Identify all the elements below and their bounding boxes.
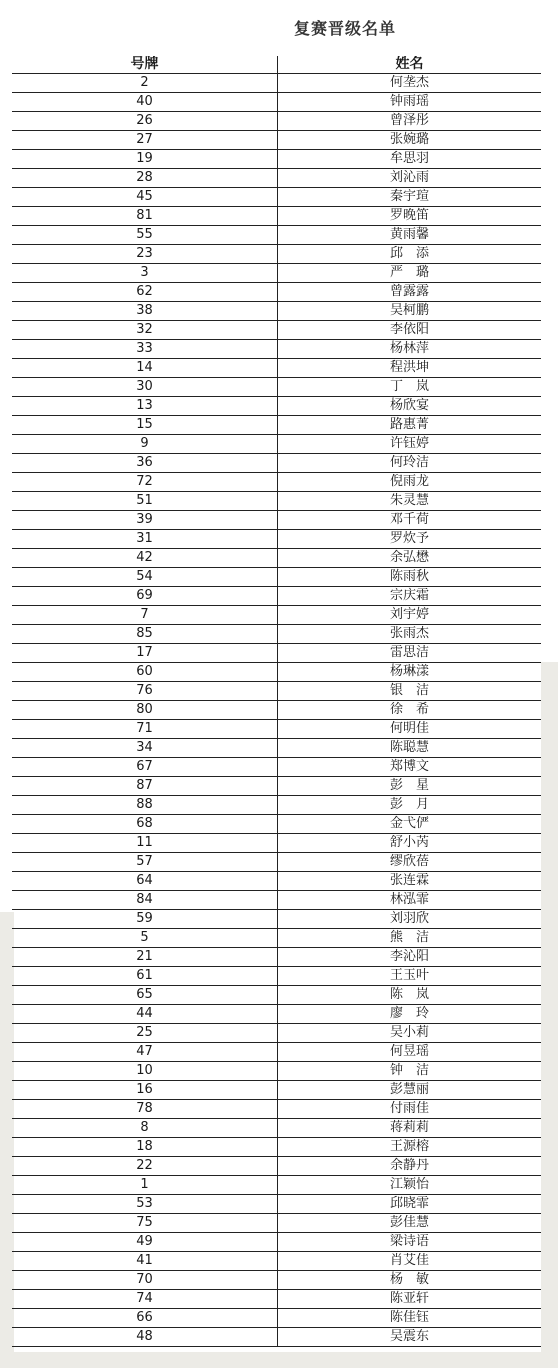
cell-name: 何明佳 [278, 720, 542, 739]
cell-name: 郑博文 [278, 758, 542, 777]
cell-name: 刘沁雨 [278, 169, 542, 188]
cell-number: 15 [12, 416, 278, 435]
table-row [12, 834, 541, 853]
cell-number: 30 [12, 378, 278, 397]
table-row [12, 1024, 541, 1043]
cell-name: 王源榕 [278, 1138, 542, 1157]
cell-number: 42 [12, 549, 278, 568]
cell-number: 33 [12, 340, 278, 359]
cell-number: 39 [12, 511, 278, 530]
cell-number: 74 [12, 1290, 278, 1309]
cell-number: 61 [12, 967, 278, 986]
table-header-row [12, 56, 541, 74]
table-row [12, 986, 541, 1005]
table-row [12, 1195, 541, 1214]
table-row [12, 1309, 541, 1328]
cell-number: 55 [12, 226, 278, 245]
cell-name: 余弘懋 [278, 549, 542, 568]
cell-number: 5 [12, 929, 278, 948]
cell-name: 陈佳钰 [278, 1309, 542, 1328]
cell-name: 何玲洁 [278, 454, 542, 473]
cell-name: 牟思羽 [278, 150, 542, 169]
cell-number: 2 [12, 74, 278, 93]
page-title: 复赛晋级名单 [293, 19, 396, 38]
table-row [12, 910, 541, 929]
cell-name: 罗炊予 [278, 530, 542, 549]
cell-name: 彭 月 [278, 796, 542, 815]
cell-number: 68 [12, 815, 278, 834]
table-row [12, 302, 541, 321]
table-row [12, 682, 541, 701]
cell-number: 40 [12, 93, 278, 112]
cell-number: 53 [12, 1195, 278, 1214]
cell-number: 87 [12, 777, 278, 796]
cell-name: 廖 玲 [278, 1005, 542, 1024]
cell-name: 彭慧丽 [278, 1081, 542, 1100]
cell-name: 吴小莉 [278, 1024, 542, 1043]
table-row [12, 739, 541, 758]
table-row [12, 891, 541, 910]
cell-name: 刘羽欣 [278, 910, 542, 929]
cell-number: 48 [12, 1328, 278, 1347]
cell-number: 31 [12, 530, 278, 549]
cell-name: 江颖怡 [278, 1176, 542, 1195]
cell-number: 47 [12, 1043, 278, 1062]
cell-number: 75 [12, 1214, 278, 1233]
cell-name: 邱 添 [278, 245, 542, 264]
table-row [12, 207, 541, 226]
cell-name: 银 洁 [278, 682, 542, 701]
table-row [12, 1214, 541, 1233]
cell-number: 3 [12, 264, 278, 283]
cell-number: 21 [12, 948, 278, 967]
cell-name: 李依阳 [278, 321, 542, 340]
cell-number: 59 [12, 910, 278, 929]
cell-number: 18 [12, 1138, 278, 1157]
cell-name: 邱晓霏 [278, 1195, 542, 1214]
cell-number: 70 [12, 1271, 278, 1290]
cell-name: 张婉璐 [278, 131, 542, 150]
cell-number: 65 [12, 986, 278, 1005]
cell-name: 林泓霏 [278, 891, 542, 910]
table-row [12, 131, 541, 150]
cell-name: 程洪坤 [278, 359, 542, 378]
cell-number: 69 [12, 587, 278, 606]
cell-name: 舒小芮 [278, 834, 542, 853]
cell-number: 41 [12, 1252, 278, 1271]
cell-number: 38 [12, 302, 278, 321]
cell-name: 杨林萍 [278, 340, 542, 359]
table-row [12, 1081, 541, 1100]
cell-number: 71 [12, 720, 278, 739]
table-row [12, 1271, 541, 1290]
table-row [12, 378, 541, 397]
cell-name: 雷思洁 [278, 644, 542, 663]
cell-number: 66 [12, 1309, 278, 1328]
header-number: 号牌 [12, 56, 278, 74]
cell-number: 72 [12, 473, 278, 492]
cell-name: 罗晚笛 [278, 207, 542, 226]
cell-name: 陈聪慧 [278, 739, 542, 758]
cell-name: 许钰婷 [278, 435, 542, 454]
cell-name: 何昱瑶 [278, 1043, 542, 1062]
table-row [12, 1005, 541, 1024]
cell-name: 梁诗语 [278, 1233, 542, 1252]
cell-name: 彭 星 [278, 777, 542, 796]
table-row [12, 1290, 541, 1309]
cell-number: 80 [12, 701, 278, 720]
table-row [12, 606, 541, 625]
cell-name: 陈亚轩 [278, 1290, 542, 1309]
cell-name: 彭佳慧 [278, 1214, 542, 1233]
cell-name: 金弋俨 [278, 815, 542, 834]
table-row [12, 397, 541, 416]
table-row [12, 853, 541, 872]
table-row [12, 1328, 541, 1347]
table-row [12, 948, 541, 967]
table-row [12, 226, 541, 245]
cell-number: 26 [12, 112, 278, 131]
cell-number: 49 [12, 1233, 278, 1252]
cell-number: 64 [12, 872, 278, 891]
table-row [12, 625, 541, 644]
table-row [12, 530, 541, 549]
table-row [12, 264, 541, 283]
table-row [12, 340, 541, 359]
cell-number: 16 [12, 1081, 278, 1100]
table-row [12, 74, 541, 93]
cell-name: 肖艾佳 [278, 1252, 542, 1271]
cell-number: 78 [12, 1100, 278, 1119]
cell-name: 曾泽彤 [278, 112, 542, 131]
cell-name: 杨 敏 [278, 1271, 542, 1290]
cell-number: 7 [12, 606, 278, 625]
cell-name: 秦宇瑄 [278, 188, 542, 207]
table-row [12, 1157, 541, 1176]
table-row [12, 1119, 541, 1138]
cell-number: 1 [12, 1176, 278, 1195]
table-row [12, 416, 541, 435]
cell-name: 李沁阳 [278, 948, 542, 967]
cell-number: 22 [12, 1157, 278, 1176]
cell-name: 熊 洁 [278, 929, 542, 948]
table-row [12, 587, 541, 606]
table-row [12, 967, 541, 986]
cell-name: 朱灵慧 [278, 492, 542, 511]
cell-name: 黄雨馨 [278, 226, 542, 245]
cell-number: 45 [12, 188, 278, 207]
table-row [12, 321, 541, 340]
table-row [12, 568, 541, 587]
table-row [12, 758, 541, 777]
table-row [12, 1252, 541, 1271]
table-row [12, 359, 541, 378]
table-row [12, 872, 541, 891]
cell-name: 丁 岚 [278, 378, 542, 397]
table-row [12, 473, 541, 492]
table-body [12, 74, 541, 1347]
table-row [12, 663, 541, 682]
cell-number: 23 [12, 245, 278, 264]
cell-name: 路惠菁 [278, 416, 542, 435]
table-row [12, 644, 541, 663]
cell-name: 余静丹 [278, 1157, 542, 1176]
table-row [12, 112, 541, 131]
cell-number: 32 [12, 321, 278, 340]
cell-number: 19 [12, 150, 278, 169]
cell-name: 杨琳漾 [278, 663, 542, 682]
cell-number: 88 [12, 796, 278, 815]
cell-name: 张雨杰 [278, 625, 542, 644]
cell-number: 13 [12, 397, 278, 416]
qualifier-table [12, 56, 541, 1347]
cell-name: 曾露露 [278, 283, 542, 302]
table-row [12, 549, 541, 568]
table-row [12, 492, 541, 511]
table-row [12, 1176, 541, 1195]
cell-number: 8 [12, 1119, 278, 1138]
table-row [12, 1062, 541, 1081]
cell-name: 陈 岚 [278, 986, 542, 1005]
cell-number: 28 [12, 169, 278, 188]
cell-name: 吴柯鹏 [278, 302, 542, 321]
cell-name: 蒋莉莉 [278, 1119, 542, 1138]
table-row [12, 796, 541, 815]
cell-number: 11 [12, 834, 278, 853]
cell-number: 25 [12, 1024, 278, 1043]
table-row [12, 283, 541, 302]
cell-name: 刘宇婷 [278, 606, 542, 625]
table-row [12, 1138, 541, 1157]
cell-name: 钟 洁 [278, 1062, 542, 1081]
cell-number: 9 [12, 435, 278, 454]
table-row [12, 1100, 541, 1119]
cell-number: 76 [12, 682, 278, 701]
cell-name: 付雨佳 [278, 1100, 542, 1119]
table-row [12, 93, 541, 112]
cell-number: 84 [12, 891, 278, 910]
table-row [12, 245, 541, 264]
cell-number: 14 [12, 359, 278, 378]
table-row [12, 929, 541, 948]
cell-name: 陈雨秋 [278, 568, 542, 587]
cell-number: 10 [12, 1062, 278, 1081]
background-strip [541, 662, 558, 912]
table-row [12, 511, 541, 530]
cell-number: 34 [12, 739, 278, 758]
cell-number: 54 [12, 568, 278, 587]
table-row [12, 188, 541, 207]
cell-name: 钟雨瑶 [278, 93, 542, 112]
table-row [12, 150, 541, 169]
cell-name: 严 璐 [278, 264, 542, 283]
cell-number: 57 [12, 853, 278, 872]
cell-name: 倪雨龙 [278, 473, 542, 492]
cell-name: 王玉叶 [278, 967, 542, 986]
table-row [12, 169, 541, 188]
cell-number: 81 [12, 207, 278, 226]
cell-number: 67 [12, 758, 278, 777]
cell-number: 51 [12, 492, 278, 511]
table-row [12, 701, 541, 720]
cell-name: 何垄杰 [278, 74, 542, 93]
table-row [12, 1043, 541, 1062]
cell-name: 吴震东 [278, 1328, 542, 1347]
table-row [12, 454, 541, 473]
table-row [12, 777, 541, 796]
cell-name: 宗庆霜 [278, 587, 542, 606]
cell-number: 17 [12, 644, 278, 663]
cell-name: 邓千荷 [278, 511, 542, 530]
cell-name: 张连霖 [278, 872, 542, 891]
cell-name: 缪欣蓓 [278, 853, 542, 872]
cell-number: 36 [12, 454, 278, 473]
table-row [12, 815, 541, 834]
table-row [12, 720, 541, 739]
header-name: 姓名 [278, 56, 542, 74]
cell-number: 60 [12, 663, 278, 682]
cell-number: 85 [12, 625, 278, 644]
cell-name: 杨欣宴 [278, 397, 542, 416]
table-row [12, 435, 541, 454]
cell-number: 62 [12, 283, 278, 302]
cell-number: 44 [12, 1005, 278, 1024]
table-row [12, 1233, 541, 1252]
cell-number: 27 [12, 131, 278, 150]
cell-name: 徐 希 [278, 701, 542, 720]
